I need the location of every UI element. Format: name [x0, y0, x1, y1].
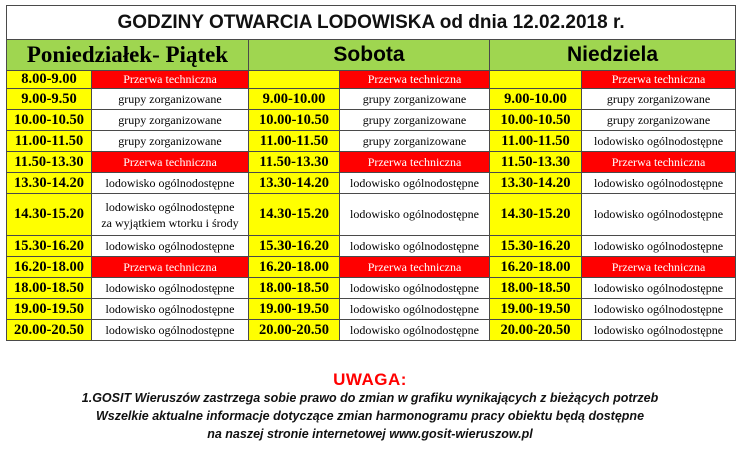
activity-cell-saturday: grupy zorganizowane: [340, 89, 490, 110]
activity-cell-weekdays: lodowisko ogólnodostępne: [92, 299, 249, 320]
schedule-row: [7, 257, 736, 278]
time-cell-saturday: 9.00-10.00: [249, 89, 340, 110]
activity-cell-saturday: lodowisko ogólnodostępne: [340, 320, 490, 341]
time-cell-weekdays: 9.00-9.50: [7, 89, 92, 110]
time-cell-sunday: 19.00-19.50: [490, 299, 582, 320]
time-cell-saturday: 16.20-18.00: [249, 257, 340, 278]
break-cell-sunday: Przerwa techniczna: [582, 152, 736, 173]
break-cell-saturday: Przerwa techniczna: [340, 152, 490, 173]
break-cell-saturday: Przerwa techniczna: [340, 71, 490, 89]
schedule-body: [7, 6, 736, 341]
schedule-row: [7, 236, 736, 257]
note-line: 1.GOSIT Wieruszów zastrzega sobie prawo do zmian w grafiku wynikających z bieżących potrzeb: [81, 391, 659, 405]
time-cell-sunday: 11.50-13.30: [490, 152, 582, 173]
time-cell-weekdays: 8.00-9.00: [7, 71, 92, 89]
schedule-row: [7, 173, 736, 194]
activity-cell-weekdays: grupy zorganizowane: [92, 131, 249, 152]
time-cell-weekdays: 15.30-16.20: [7, 236, 92, 257]
schedule-row: [7, 299, 736, 320]
time-cell-weekdays: 11.00-11.50: [7, 131, 92, 152]
time-cell-weekdays: 20.00-20.50: [7, 320, 92, 341]
schedule-title: GODZINY OTWARCIA LODOWISKA od dnia 12.02.2018 r.: [7, 6, 736, 40]
activity-cell-weekdays: lodowisko ogólnodostępne: [92, 320, 249, 341]
activity-cell-saturday: lodowisko ogólnodostępne: [340, 278, 490, 299]
time-cell-weekdays: 10.00-10.50: [7, 110, 92, 131]
activity-cell-weekdays: grupy zorganizowane: [92, 110, 249, 131]
activity-cell-saturday: lodowisko ogólnodostępne: [340, 173, 490, 194]
activity-cell-weekdays: lodowisko ogólnodostępne: [92, 236, 249, 257]
time-cell-saturday: 15.30-16.20: [249, 236, 340, 257]
activity-line: lodowisko ogólnodostępne: [105, 199, 235, 214]
time-cell-weekdays: 16.20-18.00: [7, 257, 92, 278]
time-cell-saturday: 11.00-11.50: [249, 131, 340, 152]
note-title: UWAGA:: [333, 370, 407, 389]
note-line: na naszej stronie internetowej www.gosit-wieruszow.pl: [207, 427, 533, 441]
time-cell-weekdays: 18.00-18.50: [7, 278, 92, 299]
time-cell-weekdays: 14.30-15.20: [7, 194, 92, 236]
activity-cell-weekdays: lodowisko ogólnodostępne: [92, 173, 249, 194]
day-header-saturday: Sobota: [249, 40, 490, 71]
activity-cell-sunday: lodowisko ogólnodostępne: [582, 299, 736, 320]
activity-cell-saturday: lodowisko ogólnodostępne: [340, 236, 490, 257]
time-cell-saturday: [249, 71, 340, 89]
activity-cell-saturday: grupy zorganizowane: [340, 131, 490, 152]
schedule-row: [7, 320, 736, 341]
time-cell-weekdays: 19.00-19.50: [7, 299, 92, 320]
activity-cell-sunday: grupy zorganizowane: [582, 110, 736, 131]
time-cell-saturday: 19.00-19.50: [249, 299, 340, 320]
day-header-sunday: Niedziela: [490, 40, 736, 71]
schedule-row: [7, 152, 736, 173]
time-cell-sunday: 14.30-15.20: [490, 194, 582, 236]
activity-cell-saturday: grupy zorganizowane: [340, 110, 490, 131]
activity-cell-sunday: lodowisko ogólnodostępne: [582, 320, 736, 341]
activity-cell-weekdays: grupy zorganizowane: [92, 89, 249, 110]
break-cell-weekdays: Przerwa techniczna: [92, 152, 249, 173]
break-cell-weekdays: Przerwa techniczna: [92, 71, 249, 89]
time-cell-sunday: 11.00-11.50: [490, 131, 582, 152]
day-header-row: [7, 40, 736, 71]
schedule-row: [7, 110, 736, 131]
time-cell-sunday: 20.00-20.50: [490, 320, 582, 341]
time-cell-sunday: 15.30-16.20: [490, 236, 582, 257]
activity-note: za wyjątkiem wtorku i środy: [101, 215, 239, 230]
time-cell-saturday: 14.30-15.20: [249, 194, 340, 236]
activity-cell-weekdays: [92, 194, 249, 236]
time-cell-sunday: 9.00-10.00: [490, 89, 582, 110]
schedule-row: [7, 131, 736, 152]
schedule-row: [7, 278, 736, 299]
time-cell-sunday: 18.00-18.50: [490, 278, 582, 299]
activity-cell-sunday: lodowisko ogólnodostępne: [582, 236, 736, 257]
break-cell-saturday: Przerwa techniczna: [340, 257, 490, 278]
activity-cell-sunday: lodowisko ogólnodostępne: [582, 278, 736, 299]
time-cell-saturday: 10.00-10.50: [249, 110, 340, 131]
time-cell-sunday: [490, 71, 582, 89]
schedule-row: [7, 194, 736, 236]
schedule-row: [7, 71, 736, 89]
activity-cell-saturday: lodowisko ogólnodostępne: [340, 194, 490, 236]
time-cell-weekdays: 13.30-14.20: [7, 173, 92, 194]
time-cell-sunday: 10.00-10.50: [490, 110, 582, 131]
time-cell-sunday: 16.20-18.00: [490, 257, 582, 278]
time-cell-weekdays: 11.50-13.30: [7, 152, 92, 173]
note-line: Wszelkie aktualne informacje dotyczące zmian harmonogramu pracy obiektu będą dostępne: [95, 409, 645, 423]
schedule-table: [6, 5, 736, 341]
time-cell-sunday: 13.30-14.20: [490, 173, 582, 194]
time-cell-saturday: 18.00-18.50: [249, 278, 340, 299]
activity-cell-sunday: grupy zorganizowane: [582, 89, 736, 110]
activity-cell-sunday: lodowisko ogólnodostępne: [582, 173, 736, 194]
day-header-weekdays: Poniedziałek- Piątek: [7, 40, 249, 71]
activity-cell-weekdays: lodowisko ogólnodostępne: [92, 278, 249, 299]
schedule-row: [7, 89, 736, 110]
time-cell-saturday: 11.50-13.30: [249, 152, 340, 173]
break-cell-sunday: Przerwa techniczna: [582, 257, 736, 278]
time-cell-saturday: 13.30-14.20: [249, 173, 340, 194]
break-cell-sunday: Przerwa techniczna: [582, 71, 736, 89]
activity-cell-saturday: lodowisko ogólnodostępne: [340, 299, 490, 320]
activity-cell-sunday: lodowisko ogólnodostępne: [582, 131, 736, 152]
break-cell-weekdays: Przerwa techniczna: [92, 257, 249, 278]
activity-cell-sunday: lodowisko ogólnodostępne: [582, 194, 736, 236]
time-cell-saturday: 20.00-20.50: [249, 320, 340, 341]
